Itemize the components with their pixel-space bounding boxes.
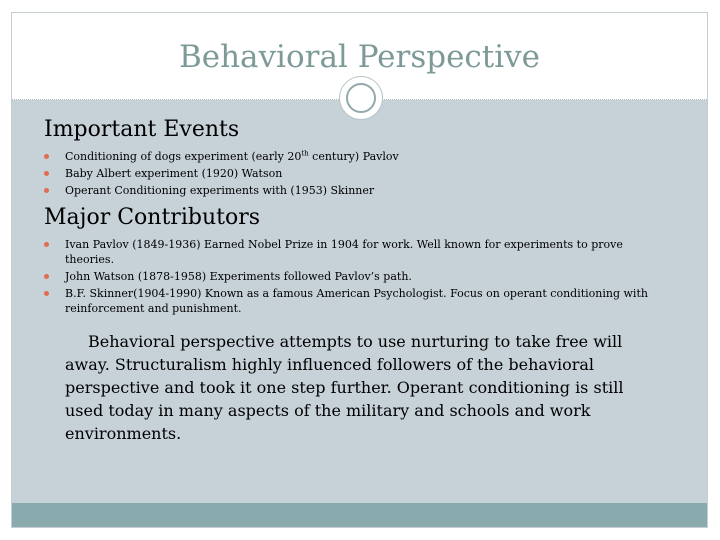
list-item [44, 166, 664, 181]
list-item [44, 237, 664, 267]
ordinal-suffix: th [301, 149, 309, 158]
bullet-dot-icon [44, 188, 49, 193]
list-item [44, 269, 664, 284]
bullet-dot-icon [44, 242, 49, 247]
bullet-dot-icon [44, 171, 49, 176]
circle-ornament-inner [346, 83, 376, 113]
bullet-dot-icon [44, 274, 49, 279]
footer-bar [12, 503, 707, 527]
important-events-list [44, 149, 664, 200]
bullet-text: Baby Albert experiment (1920) Watson [65, 167, 283, 180]
heading-important-events: Important Events [44, 117, 240, 142]
major-contributors-list [44, 237, 664, 318]
list-item [44, 149, 664, 164]
bullet-dot-icon [44, 291, 49, 296]
circle-ornament-icon [339, 76, 383, 120]
bullet-text: Ivan Pavlov (1849-1936) Earned Nobel Prize in 1904 for work. Well known for experiments to prove theories. [65, 238, 623, 266]
bullet-text: B.F. Skinner(1904-1990) Known as a famous American Psychologist. Focus on operant conditioning with reinforcement and punishment. [65, 287, 648, 315]
bullet-text-part: Conditioning of dogs experiment (early 20 [65, 150, 302, 163]
slide-title: Behavioral Perspective [178, 39, 541, 75]
list-item [44, 286, 664, 316]
bullet-text: Operant Conditioning experiments with (1953) Skinner [65, 184, 375, 197]
heading-major-contributors: Major Contributors [44, 205, 261, 230]
bullet-text-part: century) Pavlov [308, 150, 399, 163]
list-item [44, 183, 664, 198]
bullet-text: John Watson (1878-1958) Experiments followed Pavlov’s path. [65, 270, 412, 283]
bullet-dot-icon [44, 154, 49, 159]
summary-paragraph: Behavioral perspective attempts to use nurturing to take free will away. Structuralism highly influenced followers of the behavioral perspective and took it one step further. Operant conditioning is still used today in many aspects of the military and schools and work environments. [65, 332, 624, 443]
